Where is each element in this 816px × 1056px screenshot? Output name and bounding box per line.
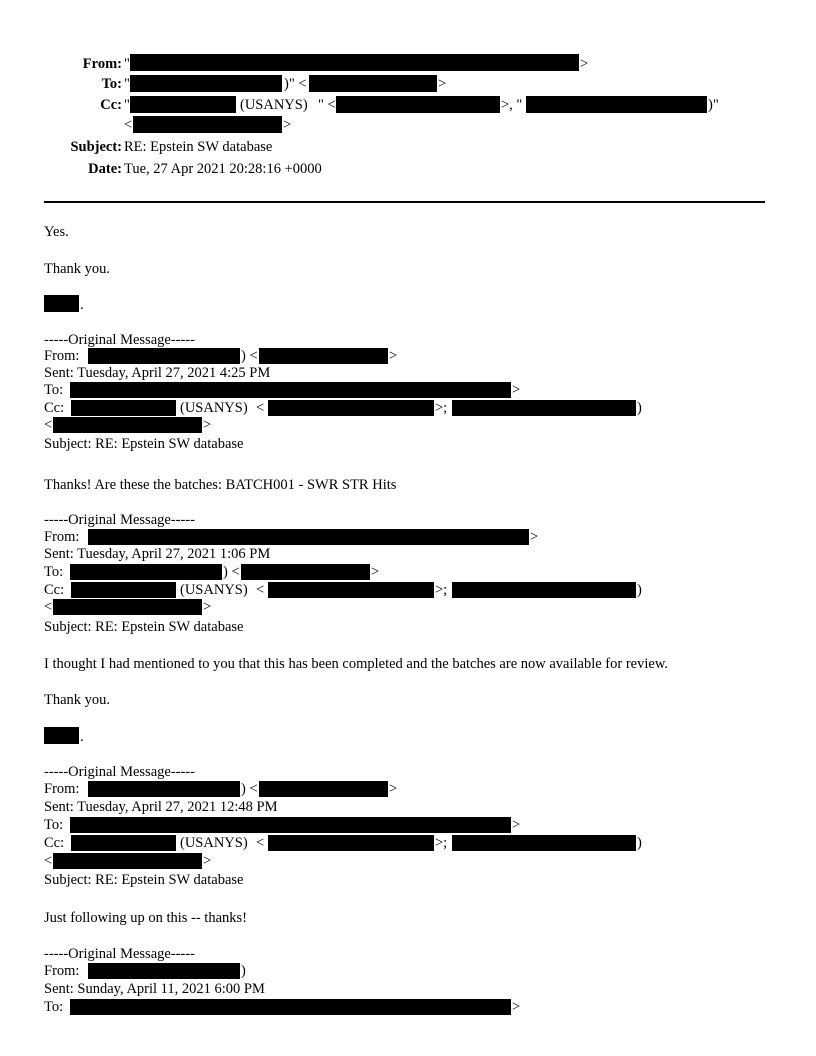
cc-org: (USANYS) [180,400,248,416]
redaction-block [88,963,240,979]
original-message-separator: -----Original Message----- [44,512,195,528]
separator: ) [241,963,246,979]
message-text: Just following up on this -- thanks! [44,910,247,926]
angle-bracket: > [389,348,398,364]
quoted-from-label: From: [44,781,80,797]
redaction-block [309,75,437,92]
redaction-block [88,781,240,797]
separator: >; [435,400,448,416]
quoted-cc-label: Cc: [44,400,65,416]
quoted-sent: Sent: Tuesday, April 27, 2021 4:25 PM [44,365,271,381]
thanks-text: Thank you. [44,261,111,277]
quoted-to-label: To: [44,564,64,580]
quote-mark: " [124,76,130,92]
from-label: From: [82,56,122,72]
angle-bracket: > [438,76,447,92]
angle-bracket: > [512,382,521,398]
separator: < [256,835,265,851]
angle-bracket: < [44,599,53,615]
redaction-block [70,999,511,1015]
separator: < [256,582,265,598]
redaction-block [44,295,79,312]
separator: ) [637,582,642,598]
quote-mark: " [124,97,130,113]
separator: >, " [501,97,523,113]
redaction-block [259,781,388,797]
redaction-block [133,116,282,133]
cc-label: Cc: [100,97,122,113]
angle-bracket: > [203,853,212,869]
redaction-block [268,835,434,851]
redaction-block [268,400,434,416]
separator: >; [435,835,448,851]
redaction-block [452,400,636,416]
redaction-block [88,348,240,364]
redaction-block [70,382,511,398]
quoted-cc-label: Cc: [44,835,65,851]
redaction-block [336,96,500,113]
separator: >; [435,582,448,598]
redaction-block [71,835,176,851]
redaction-block [71,582,176,598]
quoted-to-label: To: [44,999,64,1015]
separator: < [256,400,265,416]
angle-bracket: > [203,417,212,433]
redaction-block [53,417,202,433]
quoted-sent: Sent: Tuesday, April 27, 2021 12:48 PM [44,799,278,815]
quoted-to-label: To: [44,382,64,398]
quoted-sent: Sent: Tuesday, April 27, 2021 1:06 PM [44,546,271,562]
redaction-block [71,400,176,416]
angle-bracket: < [44,853,53,869]
redaction-block [452,582,636,598]
quoted-from-label: From: [44,348,80,364]
date-value: Tue, 27 Apr 2021 20:28:16 +0000 [124,161,322,177]
redaction-block [53,853,202,869]
separator: )" [708,97,719,113]
quoted-sent: Sent: Sunday, April 11, 2021 6:00 PM [44,981,265,997]
original-message-separator: -----Original Message----- [44,946,195,962]
period: . [80,729,84,745]
redaction-block [130,96,236,113]
angle-bracket: > [580,56,589,72]
reply-text: Yes. [44,224,69,240]
original-message-separator: -----Original Message----- [44,332,195,348]
quoted-cc-label: Cc: [44,582,65,598]
message-text: Thanks! Are these the batches: BATCH001 - SWR STR Hits [44,477,397,493]
redaction-block [526,96,707,113]
separator: ) [637,400,642,416]
separator: " < [318,97,336,113]
to-label: To: [101,76,122,92]
separator: ) < [223,564,240,580]
separator: ) [637,835,642,851]
quoted-from-label: From: [44,529,80,545]
quoted-subject: Subject: RE: Epstein SW database [44,619,244,635]
quoted-subject: Subject: RE: Epstein SW database [44,872,244,888]
redaction-block [259,348,388,364]
subject-value: RE: Epstein SW database [124,139,273,155]
angle-bracket: < [124,117,133,133]
redaction-block [88,529,529,545]
redaction-block [268,582,434,598]
redaction-block [452,835,636,851]
redaction-block [53,599,202,615]
period: . [80,297,84,313]
angle-bracket: > [371,564,380,580]
cc-org: (USANYS) [180,835,248,851]
angle-bracket: > [203,599,212,615]
cc-org: (USANYS) [180,582,248,598]
separator: )" < [284,76,307,92]
redaction-block [241,564,370,580]
angle-bracket: > [283,117,292,133]
thanks-text: Thank you. [44,692,111,708]
header-divider [44,201,765,203]
angle-bracket: > [512,999,521,1015]
redaction-block [130,54,579,71]
angle-bracket: > [530,529,539,545]
subject-label: Subject: [70,139,122,155]
redaction-block [130,75,282,92]
quoted-from-label: From: [44,963,80,979]
redaction-block [70,817,511,833]
date-label: Date: [88,161,122,177]
angle-bracket: > [389,781,398,797]
quoted-subject: Subject: RE: Epstein SW database [44,436,244,452]
message-text: I thought I had mentioned to you that this has been completed and the batches are now available for review. [44,656,668,672]
separator: ) < [241,348,258,364]
quoted-to-label: To: [44,817,64,833]
original-message-separator: -----Original Message----- [44,764,195,780]
separator: ) < [241,781,258,797]
angle-bracket: < [44,417,53,433]
cc-org: (USANYS) [240,97,308,113]
redaction-block [70,564,222,580]
redaction-block [44,727,79,744]
angle-bracket: > [512,817,521,833]
quote-mark: " [124,56,130,72]
